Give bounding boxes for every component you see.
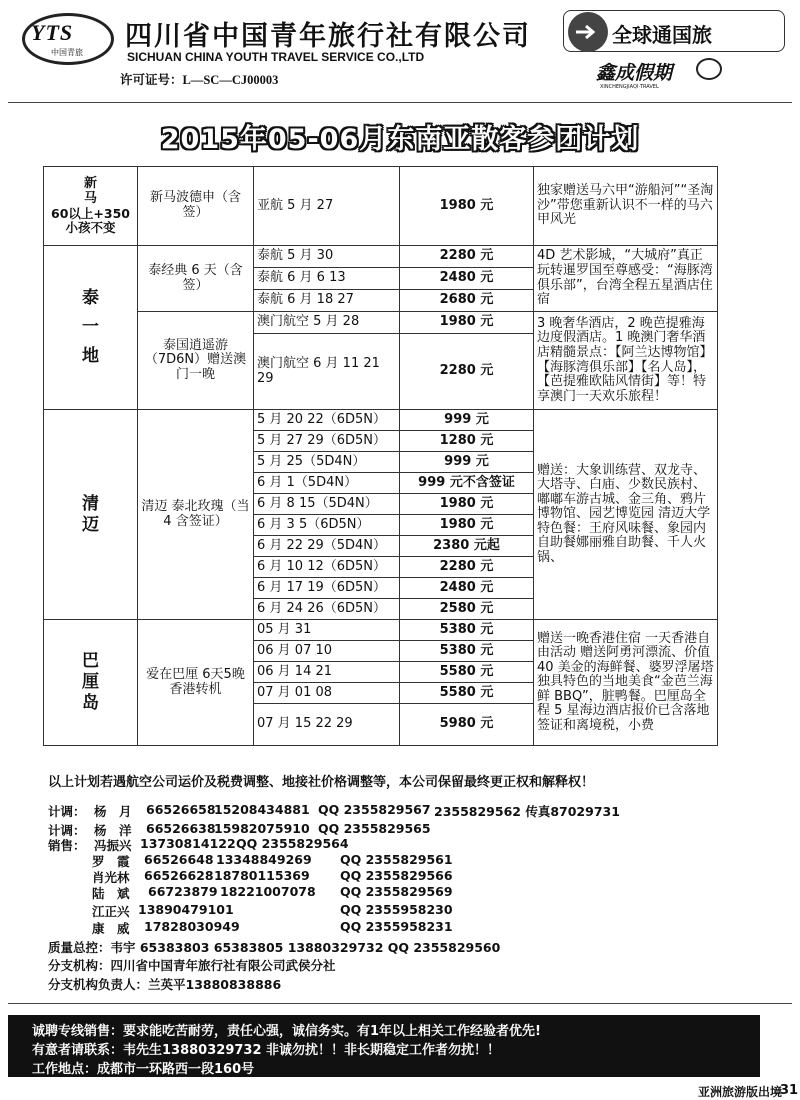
price-cell: 5380 元 bbox=[400, 641, 534, 662]
contact-phone: 66526658 bbox=[146, 802, 216, 817]
price-cell: 5380 元 bbox=[400, 620, 534, 641]
contact-name: 杨 月 bbox=[94, 804, 132, 819]
contact-name: 杨 洋 bbox=[94, 823, 132, 838]
swirl-icon bbox=[696, 58, 722, 80]
note-cell: 4D 艺术影城，“大城府”真正玩转暹罗国至尊感受：“海豚湾俱乐部”，台湾全程五星酒店住宿 bbox=[534, 246, 718, 312]
recruitment-banner bbox=[8, 1015, 760, 1077]
recruitment-contact: 有意者请联系：韦先生13880329732 非诚勿扰！！非长期稳定工作者勿扰！！ bbox=[32, 1043, 501, 1058]
flight-cell: 6 月 24 26（6D5N） bbox=[254, 599, 400, 620]
price-cell: 1980 元 bbox=[400, 494, 534, 515]
flight-cell: 07 月 15 22 29 bbox=[254, 704, 400, 746]
flight-cell: 6 月 10 12（6D5N） bbox=[254, 557, 400, 578]
contact-name: 冯振兴 bbox=[94, 838, 132, 853]
region-note: 60以上+350 bbox=[51, 205, 130, 221]
flight-cell: 澳门航空 5 月 28 bbox=[254, 312, 400, 334]
price-cell: 2280 元 bbox=[400, 557, 534, 578]
flight-cell: 05 月 31 bbox=[254, 620, 400, 641]
page-title: 2015年05-06月东南亚散客参团计划 bbox=[160, 124, 640, 155]
page-number: 31 bbox=[780, 1083, 799, 1098]
publication-name: 亚洲旅游版出境 bbox=[698, 1085, 783, 1099]
flight-cell: 泰航 6 月 6 13 bbox=[254, 268, 400, 290]
contact-label: 计调： bbox=[48, 823, 86, 838]
flight-cell: 07 月 01 08 bbox=[254, 683, 400, 704]
header-divider bbox=[8, 102, 792, 103]
contact-phone: 66526628 bbox=[144, 868, 214, 883]
route-cell: 新马波德申（含签） bbox=[138, 167, 254, 246]
contact-name: 江正兴 bbox=[92, 904, 130, 919]
region-name: 巴厘岛 bbox=[82, 650, 99, 714]
branch-office: 分支机构：四川省中国青年旅行社有限公司武侯分社 bbox=[48, 958, 336, 973]
contact-qq: QQ 2355829567 bbox=[318, 802, 431, 817]
contact-qq: QQ 2355958230 bbox=[340, 902, 453, 917]
contact-qq: QQ 2355829561 bbox=[340, 852, 453, 867]
region-name: 新马 bbox=[83, 176, 97, 206]
flight-cell: 泰航 5 月 30 bbox=[254, 246, 400, 268]
logo-sub: 中国青旅 bbox=[51, 48, 83, 57]
price-cell: 5980 元 bbox=[400, 704, 534, 746]
contact-label: 销售： bbox=[48, 838, 86, 853]
contact-qq: QQ 2355829569 bbox=[340, 884, 453, 899]
price-cell: 2580 元 bbox=[400, 599, 534, 620]
price-cell: 1980 元 bbox=[400, 515, 534, 536]
table-row bbox=[44, 312, 718, 334]
contact-mobile: 17828030949 bbox=[144, 919, 240, 934]
price-cell: 1980 元 bbox=[400, 167, 534, 246]
table-row bbox=[44, 246, 718, 268]
brand2-name: 鑫成假期 bbox=[596, 62, 673, 84]
flight-cell: 5 月 20 22（6D5N） bbox=[254, 410, 400, 431]
price-cell: 2680 元 bbox=[400, 290, 534, 312]
price-cell: 5580 元 bbox=[400, 683, 534, 704]
logo-text: YTS bbox=[31, 20, 74, 45]
contact-name: 罗 霞 bbox=[92, 854, 130, 869]
flight-cell: 6 月 22 29（5D4N） bbox=[254, 536, 400, 557]
flight-cell: 6 月 17 19（6D5N） bbox=[254, 578, 400, 599]
region-note: 小孩不变 bbox=[65, 219, 116, 235]
table-row bbox=[44, 620, 718, 641]
flight-cell: 6 月 8 15（5D4N） bbox=[254, 494, 400, 515]
price-cell: 2280 元 bbox=[400, 246, 534, 268]
contact-mobile: 15208434881 bbox=[214, 802, 310, 817]
route-cell: 泰经典 6 天（含签） bbox=[138, 246, 254, 312]
table-row bbox=[44, 167, 718, 246]
note-cell: 赠送一晚香港住宿 一天香港自由活动 赠送阿勇河漂流、价值 40 美金的海鲜餐、婆罗浮屠塔独具特色的当地美食“金芭兰海鲜 BBQ”，脏鸭餐。巴厘岛全程 5 星海边酒店报价已含落地签证和离境税，小费 bbox=[534, 620, 718, 746]
region-name: 泰一地 bbox=[82, 288, 99, 366]
price-cell: 1980 元 bbox=[400, 312, 534, 334]
contact-phone: 66723879 bbox=[148, 884, 218, 899]
price-cell: 5580 元 bbox=[400, 662, 534, 683]
contact-phone: 66526638 bbox=[146, 821, 216, 836]
table-row bbox=[44, 410, 718, 431]
region-cell bbox=[44, 410, 138, 620]
company-logo bbox=[22, 13, 114, 65]
price-cell: 2280 元 bbox=[400, 334, 534, 410]
company-name-cn: 四川省中国青年旅行社有限公司 bbox=[125, 21, 531, 52]
arrow-icon bbox=[568, 12, 608, 52]
note-cell: 3 晚奢华酒店，2 晚芭提雅海边度假酒店。1 晚澳门奢华酒店精髓景点：【阿兰达博物馆】【海豚湾俱乐部】【名人岛】，【芭提雅欧陆风情街】等！特享澳门一天欢乐旅程！ bbox=[534, 312, 718, 410]
price-cell: 2380 元起 bbox=[400, 536, 534, 557]
contact-mobile: 15982075910 bbox=[214, 821, 310, 836]
flight-cell: 5 月 25（5D4N） bbox=[254, 452, 400, 473]
branch-head: 分支机构负责人：兰英平13880838886 bbox=[48, 977, 282, 992]
tour-plan-table bbox=[43, 166, 718, 746]
brand2-sub: XINCHENGJIAQI·TRAVEL bbox=[600, 84, 659, 90]
contact-mobile: 13890479101 bbox=[138, 902, 234, 917]
price-cell: 2480 元 bbox=[400, 578, 534, 599]
contact-mobile: 13730814122 bbox=[140, 836, 236, 851]
contact-mobile: 18780115369 bbox=[214, 868, 310, 883]
flight-cell: 亚航 5 月 27 bbox=[254, 167, 400, 246]
route-cell: 泰国逍遥游（7D6N）赠送澳门一晚 bbox=[138, 312, 254, 410]
brand-name: 全球通国旅 bbox=[612, 23, 712, 47]
note-cell: 赠送：大象训练营、双龙寺、大塔寺、白庙、少数民族村、嘟嘟车游古城、金三角、鸦片博物馆、园艺博览园 清迈大学 特色餐：王府风味餐、象园内自助餐娜丽雅自助餐、千人火锅、 bbox=[534, 410, 718, 620]
price-cell: 1280 元 bbox=[400, 431, 534, 452]
contact-name: 康 威 bbox=[92, 921, 130, 936]
region-cell bbox=[44, 246, 138, 410]
contact-name: 陆 斌 bbox=[92, 886, 130, 901]
company-name-en: SICHUAN CHINA YOUTH TRAVEL SERVICE CO.,LTD bbox=[127, 50, 425, 64]
license-number: 许可证号：L—SC—CJ00003 bbox=[120, 73, 279, 87]
quality-control: 质量总控：韦宇 65383803 65383805 13880329732 QQ 2355829560 bbox=[48, 940, 501, 955]
contact-extra: 2355829562 传真87029731 bbox=[434, 804, 620, 819]
route-cell: 清迈 泰北玫瑰（当4 含签证） bbox=[138, 410, 254, 620]
recruitment-line: 诚聘专线销售：要求能吃苦耐劳，责任心强，诚信务实。有1年以上相关工作经验者优先! bbox=[32, 1024, 541, 1039]
price-cell: 999 元 bbox=[400, 410, 534, 431]
flight-cell: 5 月 27 29（6D5N） bbox=[254, 431, 400, 452]
flight-cell: 泰航 6 月 18 27 bbox=[254, 290, 400, 312]
route-cell: 爱在巴厘 6天5晚 香港转机 bbox=[138, 620, 254, 746]
flight-cell: 6 月 3 5（6D5N） bbox=[254, 515, 400, 536]
contact-qq: QQ 2355958231 bbox=[340, 919, 453, 934]
contact-phone: 66526648 bbox=[144, 852, 214, 867]
region-name: 清迈 bbox=[82, 494, 99, 535]
flight-cell: 06 月 14 21 bbox=[254, 662, 400, 683]
price-cell: 999 元不含签证 bbox=[400, 473, 534, 494]
flight-cell: 澳门航空 6 月 11 21 29 bbox=[254, 334, 400, 410]
price-cell: 999 元 bbox=[400, 452, 534, 473]
footer-divider bbox=[8, 1003, 792, 1004]
contact-label: 计调： bbox=[48, 804, 86, 819]
contact-name: 肖光林 bbox=[92, 870, 130, 885]
price-cell: 2480 元 bbox=[400, 268, 534, 290]
contact-qq: QQ 2355829565 bbox=[318, 821, 431, 836]
recruitment-address: 工作地点：成都市一环路西一段160号 bbox=[32, 1062, 255, 1077]
region-cell bbox=[44, 620, 138, 746]
contact-qq: QQ 2355829566 bbox=[340, 868, 453, 883]
flight-cell: 6 月 1（5D4N） bbox=[254, 473, 400, 494]
contact-mobile: 13348849269 bbox=[216, 852, 312, 867]
contact-mobile: 18221007078 bbox=[220, 884, 316, 899]
note-cell: 独家赠送马六甲“游船河”“圣淘沙”带您重新认识不一样的马六甲风光 bbox=[534, 167, 718, 246]
flight-cell: 06 月 07 10 bbox=[254, 641, 400, 662]
disclaimer: 以上计划若遇航空公司运价及税费调整、地接社价格调整等，本公司保留最终更正权和解释权！ bbox=[48, 775, 595, 790]
region-cell bbox=[44, 167, 138, 246]
contact-qq: QQ 2355829564 bbox=[236, 836, 349, 851]
